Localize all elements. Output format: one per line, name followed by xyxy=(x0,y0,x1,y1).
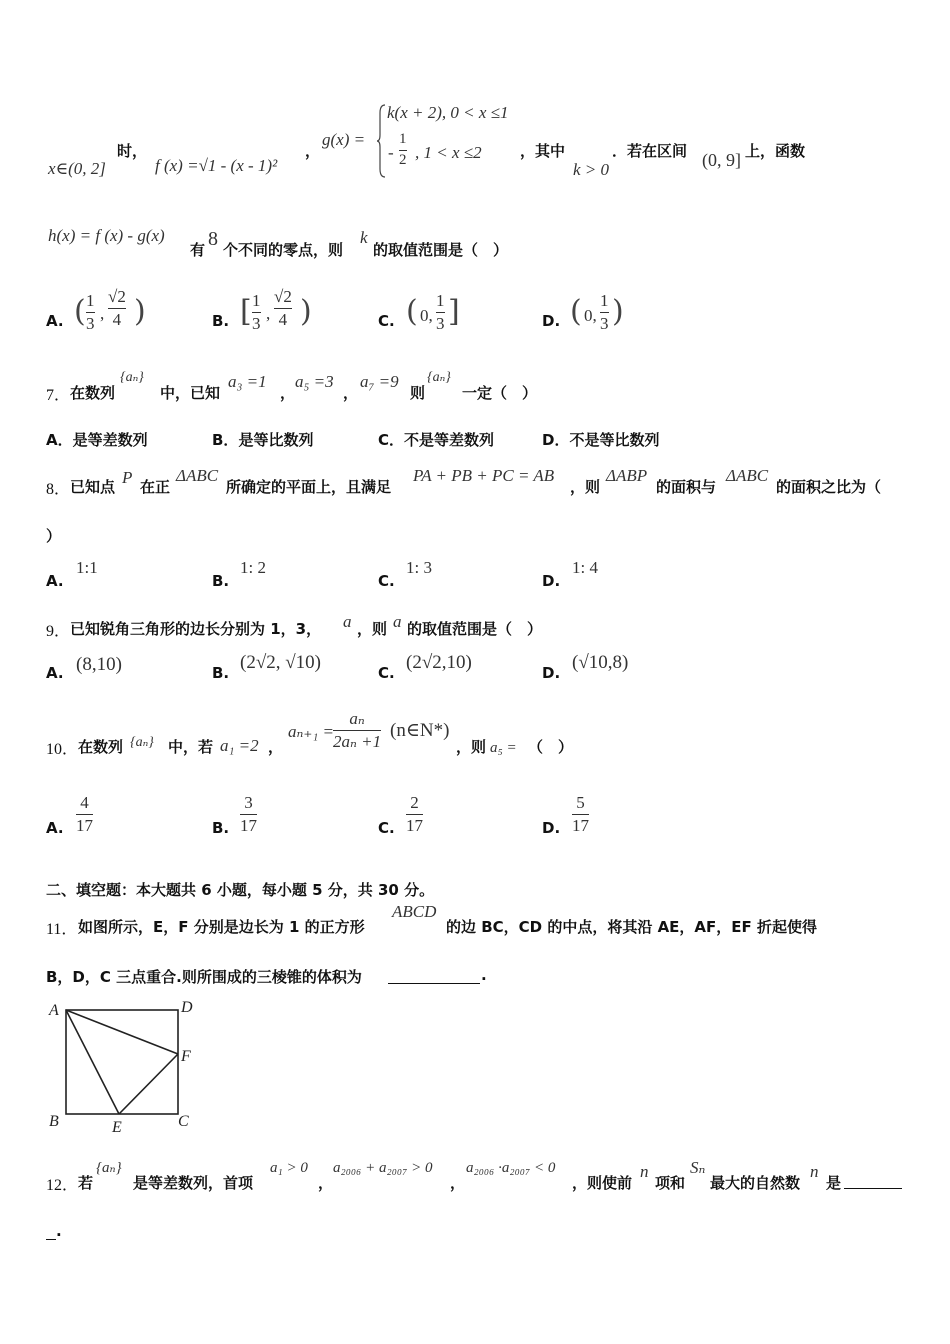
q11-answer-blank[interactable] xyxy=(388,968,480,984)
q6-g-label: g(x) = xyxy=(322,130,366,149)
q12-answer-blank-cont[interactable] xyxy=(46,1225,56,1240)
q12-cond-sum: a₂₀₀₆ + a₂₀₀₇ > 0 xyxy=(333,1160,433,1176)
q8-number: 8． xyxy=(46,481,71,498)
q8-triangle-abc: ΔABC xyxy=(176,466,219,485)
label-d: D xyxy=(181,999,193,1016)
q6-f-definition: f (x) =√1 - (x - 1)² xyxy=(155,156,278,175)
q6-function-text: 上，函数 xyxy=(745,142,806,160)
q12-sn: Sₙ xyxy=(690,1158,706,1177)
q6-text2: 个不同的零点，则 xyxy=(223,241,344,259)
q6-g-case1: k(x + 2), 0 < x ≤1 xyxy=(387,103,509,122)
q8-triangle-abp: ΔABP xyxy=(606,466,648,485)
q9-number: 9． xyxy=(46,623,71,640)
q6-x-condition: x∈(0, 2] xyxy=(48,159,106,178)
q10-recurrence-fraction: aₙ 2aₙ +1 xyxy=(333,709,382,751)
q7-sequence: {aₙ} xyxy=(120,370,144,385)
q6-text3: 的取值范围是（ ） xyxy=(373,241,509,259)
q11-abcd: ABCD xyxy=(392,902,437,921)
section-2-heading: 二、填空题：本大题共 6 小题，每小题 5 分，共 30 分。 xyxy=(46,881,435,899)
q7-cond-a7: a₇ =9 xyxy=(360,372,399,391)
q10-number: 10． xyxy=(46,741,79,758)
q12-cond-product: a₂₀₀₆ ·a₂₀₀₇ < 0 xyxy=(466,1160,556,1176)
q10-a5: a₅ = xyxy=(490,740,517,756)
label-a: A xyxy=(49,1002,59,1019)
q10-condition: (n∈N*) xyxy=(390,720,450,741)
q6-shi: 时， xyxy=(117,142,148,160)
q6-brace xyxy=(377,103,387,179)
q6-h-definition: h(x) = f (x) - g(x) xyxy=(48,226,165,245)
label-c: C xyxy=(178,1113,189,1130)
q10-a1: a₁ =2 xyxy=(220,736,259,755)
q7-number: 7． xyxy=(46,387,71,404)
q11-square-figure xyxy=(46,996,202,1134)
q12-number: 12． xyxy=(46,1177,79,1194)
q6-eight: 8 xyxy=(208,228,218,250)
q12-sequence: {aₙ} xyxy=(96,1160,122,1176)
q7-option-b[interactable]: B．是等比数列 xyxy=(212,431,314,449)
q6-g-case2-range: , 1 < x ≤2 xyxy=(415,143,482,162)
q7-option-c[interactable]: C．不是等差数列 xyxy=(378,431,495,449)
q6-g-case2-minus: - xyxy=(388,143,394,162)
q11-number: 11． xyxy=(46,921,78,938)
q7-option-d[interactable]: D．不是等比数列 xyxy=(542,431,660,449)
q6-interval-text: ．若在区间 xyxy=(612,142,688,160)
q6-have: 有 xyxy=(190,241,206,259)
label-f: F xyxy=(181,1048,191,1065)
q10-sequence: {aₙ} xyxy=(130,735,154,750)
q7-cond-a5: a₅ =3 xyxy=(295,372,334,391)
q7-option-a[interactable]: A．是等差数列 xyxy=(46,431,148,449)
q12-answer-blank[interactable] xyxy=(844,1174,902,1189)
q10-lhs: aₙ₊₁ = xyxy=(288,722,334,741)
q8-vector-equation: PA + PB + PC = AB xyxy=(413,466,555,485)
label-e: E xyxy=(112,1119,122,1134)
q7-cond-a3: a₃ =1 xyxy=(228,372,267,391)
q12-cond-first: a₁ > 0 xyxy=(270,1160,308,1176)
q6-g-case2-fraction: 1 2 xyxy=(399,131,407,168)
q6-interval: (0, 9] xyxy=(702,150,741,170)
label-b: B xyxy=(49,1113,59,1130)
q6-k-condition: k > 0 xyxy=(573,160,610,179)
q6-k: k xyxy=(360,228,368,247)
q6-qizhong: ，其中 xyxy=(520,142,566,160)
